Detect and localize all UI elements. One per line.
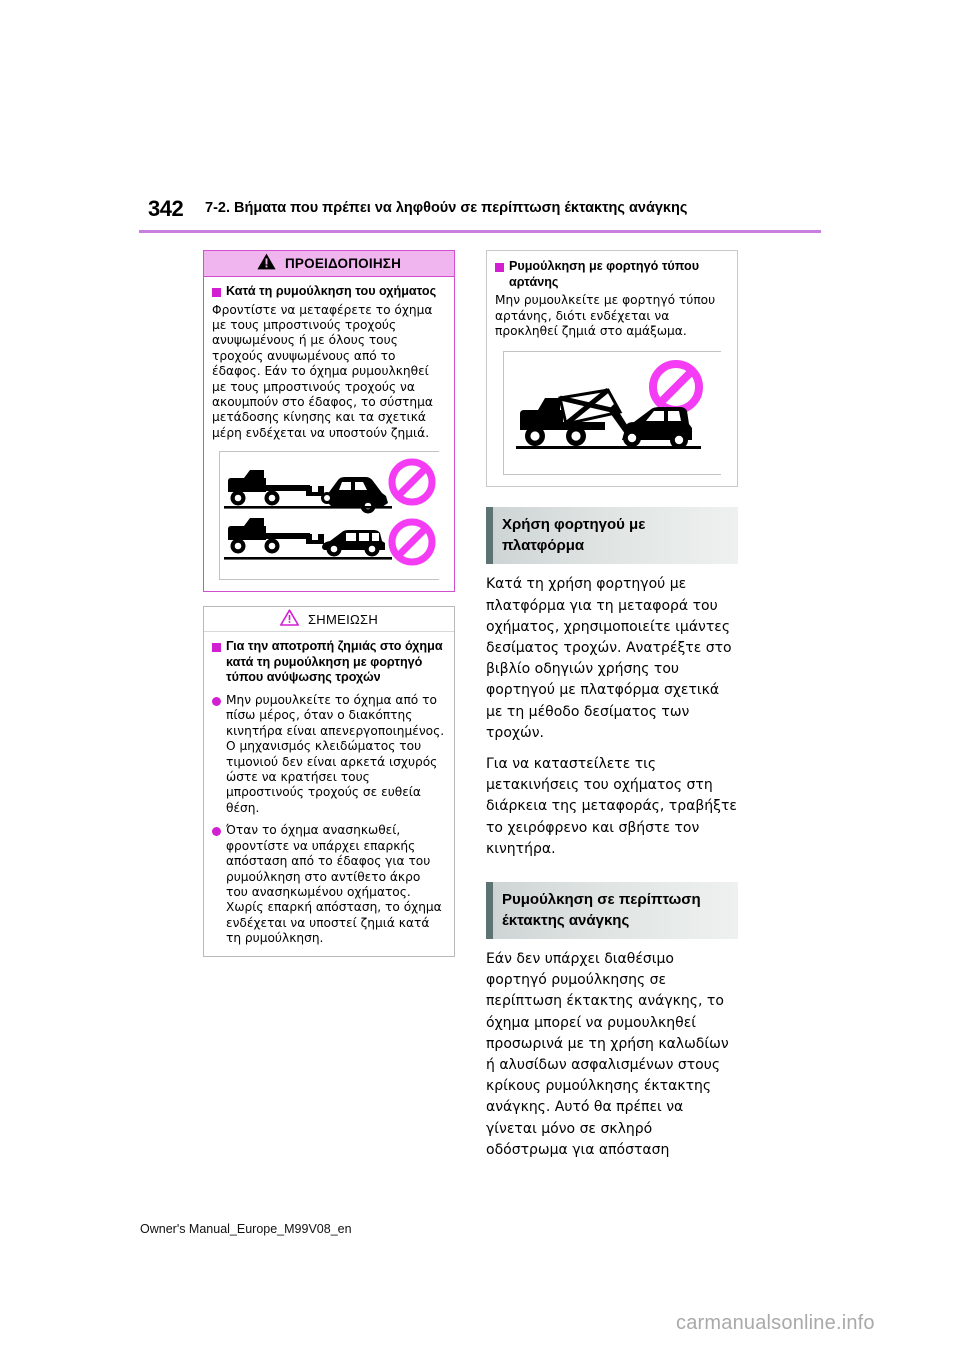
warning-box-body (204, 277, 454, 591)
warning-box (203, 250, 455, 592)
warning-box-title: ΠΡΟΕΙΔΟΠΟΙΗΣΗ (284, 256, 402, 271)
notice-bullet-2: Όταν το όχημα ανασηκωθεί, φροντίστε να υπάρχει επαρκής απόσταση από το έδαφος για του ρυμούλκηση στο αντίθετο άκρο του ανασηκωμένου οχήματος. Χωρίς επαρκή απόσταση, το όχημα ενδέχεται να υποστεί ζημιά κατά τη ρυμούλκηση. (212, 823, 446, 946)
notice-subheading: Για την αποτροπή ζημιάς στο όχημα κατά τη ρυμούλκηση με φορτηγό τύπου ανύψωσης τροχών (212, 639, 446, 686)
section-flatbed-paragraph-2: Για να καταστείλετε τις μετακινήσεις του οχήματος στη διάρκεια της μεταφοράς, τραβήξτε το χειρόφρενο και σβήστε τον κινητήρα. (486, 756, 737, 857)
site-watermark: carmanualsonline.info (676, 1312, 875, 1334)
notice-triangle-icon (280, 609, 299, 630)
warning-triangle-icon (257, 253, 276, 274)
section-flatbed-paragraph-1: Κατά τη χρήση φορτηγού με πλατφόρμα για τη μεταφορά του οχήματος, χρησιμοποιείτε ιμάντες δεσίματος τροχών. Ανατρέξτε στο βιβλίο οδηγιών χρήσης του φορτηγού με πλατφόρμα σχετικά με τη μέθοδο δεσίματος των τροχών. (486, 576, 732, 741)
sling-tow-subheading: Ρυμούλκηση με φορτηγό τύπου αρτάνης (495, 259, 729, 290)
notice-box-title: ΣΗΜΕΙΩΣΗ (307, 611, 379, 627)
page-number: 342 (148, 196, 184, 221)
notice-box (203, 606, 455, 956)
sling-type-tow-truck-prohibited-illustration (503, 351, 721, 475)
notice-bullet-1: Μην ρυμουλκείτε το όχημα από το πίσω μέρος, όταν ο διακόπτης κινητήρα είναι απενεργοποιημένος. Ο μηχανισμός κλειδώματος του τιμονιού δεν είναι αρκετά ισχυρός ώστε να κρατήσει τους μπροστινούς τροχούς σε ευθεία θέση. (212, 693, 446, 816)
page-header (0, 196, 960, 244)
section-heading-emergency-towing (486, 882, 738, 939)
warning-box-header (204, 251, 454, 277)
warning-paragraph: Φροντίστε να μεταφέρετε το όχημα με τους μπροστινούς τροχούς ανυψωμένους ή με όλους τους τροχούς ανυψωμένους από το έδαφος. Εάν το όχημα ρυμουλκηθεί με τους μπροστινούς τροχούς να ακουμπούν στο έδαφος, το σύστημα μετάδοσης κίνησης και τα σχετικά μέρη ενδέχεται να υποστούν ζημιά. (212, 302, 433, 440)
tow-truck-prohibited-two-scenes-illustration (219, 451, 439, 580)
left-column (203, 250, 455, 957)
warning-subheading: Κατά τη ρυμούλκηση του οχήματος (212, 284, 446, 300)
section-emergency-paragraph-1: Εάν δεν υπάρχει διαθέσιμο φορτηγό ρυμούλκησης σε περίπτωση έκτακτης ανάγκης, το όχημα μπορεί να ρυμουλκηθεί προσωρινά με τη χρήση καλωδίων ή αλυσίδων ασφαλισμένων στους κρίκους ρυμούλκησης έκτακτης ανάγκης. Αυτό θα πρέπει να γίνεται μόνο σε σκληρό οδόστρωμα για απόσταση (486, 951, 729, 1158)
sling-tow-paragraph: Μην ρυμουλκείτε με φορτηγό τύπου αρτάνης, διότι ενδέχεται να προκληθεί ζημιά στο αμάξωμα. (495, 293, 716, 338)
page-title: 7-2. Βήματα που πρέπει να ληφθούν σε περίπτωση έκτακτης ανάγκης (205, 200, 688, 216)
section-heading-emergency-towing-text: Ρυμούλκηση σε περίπτωση έκτακτης ανάγκης (502, 891, 701, 930)
right-column (486, 250, 738, 1161)
notice-box-body (204, 632, 454, 955)
header-divider-rule (139, 230, 821, 233)
section-heading-flatbed (486, 507, 738, 564)
sling-tow-notice-box (486, 250, 738, 487)
notice-box-header (204, 607, 454, 632)
section-heading-flatbed-text: Χρήση φορτηγού με πλατφόρμα (502, 516, 646, 555)
manual-id-footer: Owner's Manual_Europe_M99V08_en (140, 1222, 352, 1236)
